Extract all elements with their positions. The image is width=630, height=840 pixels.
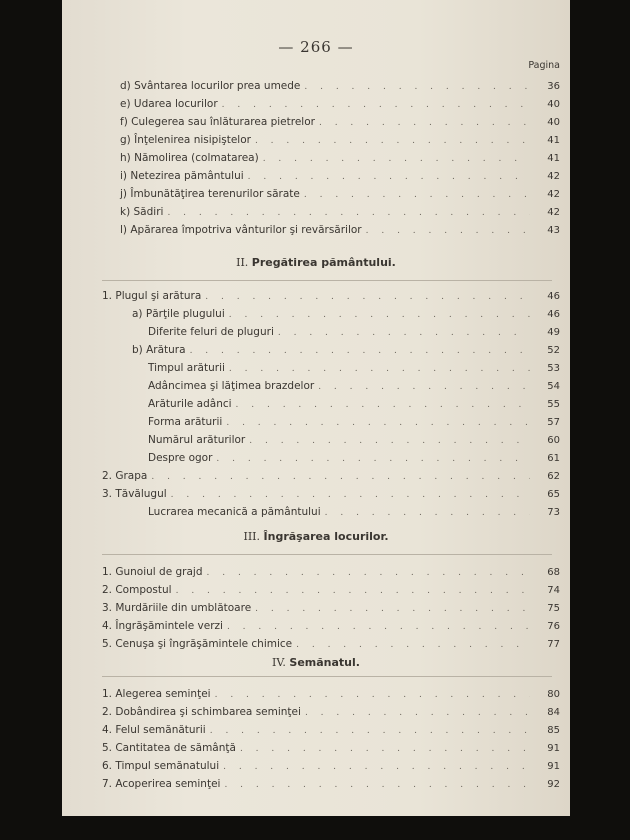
toc-entry-page: 65	[547, 489, 560, 500]
toc-entry-page: 60	[547, 435, 560, 446]
book-page	[62, 0, 570, 816]
toc-entry-label: k) Sădiri	[120, 206, 164, 218]
toc-entry-page: 68	[547, 567, 560, 578]
toc-entry[interactable]	[148, 326, 560, 342]
toc-entry[interactable]	[102, 638, 560, 654]
toc-entry-page: 46	[547, 291, 560, 302]
toc-entry[interactable]	[102, 760, 560, 776]
toc-entry[interactable]	[120, 98, 560, 114]
toc-entry-page: 40	[547, 99, 560, 110]
toc-entry-label: Despre ogor	[148, 452, 213, 464]
dot-leader	[229, 364, 530, 374]
toc-entry-page: 80	[547, 689, 560, 700]
toc-entry-label: Lucrarea mecanică a pământului	[148, 506, 321, 518]
toc-entry-label: 2. Dobândirea şi schimbarea seminţei	[102, 706, 301, 718]
dot-leader	[249, 436, 530, 446]
toc-entry-page: 36	[547, 81, 560, 92]
toc-entry[interactable]	[132, 308, 560, 324]
toc-entry-label: 2. Compostul	[102, 584, 172, 596]
toc-entry-page: 73	[547, 507, 560, 518]
dot-leader	[190, 346, 530, 356]
toc-entry[interactable]	[102, 584, 560, 600]
toc-entry-page: 49	[547, 327, 560, 338]
toc-entry[interactable]	[102, 620, 560, 636]
toc-entry[interactable]	[102, 706, 560, 722]
toc-entry[interactable]	[102, 724, 560, 740]
dot-leader	[215, 690, 530, 700]
toc-entry-label: Forma arăturii	[148, 416, 223, 428]
dot-leader	[205, 292, 530, 302]
toc-entry[interactable]	[120, 224, 560, 240]
dot-leader	[210, 726, 530, 736]
toc-entry[interactable]	[148, 434, 560, 450]
toc-entry-label: 3. Murdăriile din umblătoare	[102, 602, 252, 614]
toc-entry-page: 75	[547, 603, 560, 614]
toc-entry-page: 55	[547, 399, 560, 410]
toc-entry-label: 4. Felul semănăturii	[102, 724, 206, 736]
toc-entry-page: 85	[547, 725, 560, 736]
toc-entry-label: 1. Plugul şi arătura	[102, 290, 202, 302]
toc-entry-page: 91	[547, 743, 560, 754]
section-title: Îngrăşarea locurilor.	[263, 530, 389, 543]
toc-entry-label: 7. Acoperirea seminţei	[102, 778, 221, 790]
toc-entry[interactable]	[148, 452, 560, 468]
toc-entry[interactable]	[148, 380, 560, 396]
toc-entry-page: 46	[547, 309, 560, 320]
dot-leader	[222, 100, 530, 110]
toc-entry[interactable]	[120, 170, 560, 186]
toc-entry-label: 6. Timpul semănatului	[102, 760, 220, 772]
dot-leader	[325, 508, 530, 518]
dot-leader	[224, 780, 530, 790]
toc-entry-page: 41	[547, 135, 560, 146]
dot-leader	[318, 382, 530, 392]
dot-leader	[171, 490, 530, 500]
toc-entry-page: 43	[547, 225, 560, 236]
dot-leader	[229, 310, 530, 320]
toc-entry-page: 84	[547, 707, 560, 718]
section-numeral: III.	[243, 530, 261, 543]
toc-entry-page: 53	[547, 363, 560, 374]
dot-leader	[304, 190, 530, 200]
toc-entry-page: 54	[547, 381, 560, 392]
toc-entry[interactable]	[132, 344, 560, 360]
dot-leader	[255, 136, 530, 146]
toc-entry-label: Adâncimea şi lăţimea brazdelor	[148, 380, 315, 392]
toc-entry[interactable]	[120, 116, 560, 132]
toc-entry-page: 57	[547, 417, 560, 428]
toc-entry-page: 77	[547, 639, 560, 650]
toc-entry-label: 5. Cenuşa şi îngrăşămintele chimice	[102, 638, 293, 650]
toc-entry[interactable]	[120, 152, 560, 168]
toc-entry-page: 42	[547, 189, 560, 200]
toc-entry[interactable]	[148, 362, 560, 378]
toc-entry-label: Numărul arăturilor	[148, 434, 246, 446]
dot-leader	[236, 400, 530, 410]
toc-entry-page: 92	[547, 779, 560, 790]
toc-entry-label: b) Arătura	[132, 344, 186, 356]
toc-entry-label: 4. Îngrăşămintele verzi	[102, 620, 223, 632]
divider	[102, 280, 552, 281]
dot-leader	[255, 604, 530, 614]
toc-entry-page: 74	[547, 585, 560, 596]
dot-leader	[223, 762, 530, 772]
dot-leader	[319, 118, 530, 128]
dot-leader	[207, 568, 530, 578]
toc-entry[interactable]	[102, 688, 560, 704]
divider	[102, 676, 552, 677]
toc-entry[interactable]	[120, 134, 560, 150]
dot-leader	[240, 744, 530, 754]
dot-leader	[248, 172, 530, 182]
toc-entry-page: 41	[547, 153, 560, 164]
toc-entry-label: j) Îmbunătăţirea terenurilor sărate	[120, 188, 300, 200]
section-title: Pregătirea pământului.	[251, 256, 396, 269]
section-title: Semănatul.	[289, 656, 360, 669]
divider	[102, 554, 552, 555]
toc-entry-label: Diferite feluri de pluguri	[148, 326, 274, 338]
toc-entry-page: 52	[547, 345, 560, 356]
dot-leader	[227, 622, 530, 632]
toc-entry-label: l) Apărarea împotriva vânturilor şi revărsărilor	[120, 224, 362, 236]
section-heading	[62, 656, 570, 669]
section-heading	[62, 530, 570, 543]
toc-entry-page: 42	[547, 207, 560, 218]
toc-entry-label: 2. Grapa	[102, 470, 148, 482]
pagina-column-header: Pagina	[528, 60, 560, 71]
toc-entry[interactable]	[120, 188, 560, 204]
toc-entry-label: e) Udarea locurilor	[120, 98, 218, 110]
dot-leader	[167, 208, 530, 218]
toc-entry[interactable]	[102, 488, 560, 504]
toc-entry[interactable]	[102, 742, 560, 758]
toc-entry[interactable]	[102, 470, 560, 486]
toc-entry[interactable]	[148, 398, 560, 414]
toc-entry[interactable]	[148, 416, 560, 432]
dot-leader	[226, 418, 530, 428]
dot-leader	[305, 708, 530, 718]
toc-entry[interactable]	[102, 566, 560, 582]
dot-leader	[176, 586, 530, 596]
section-numeral: IV.	[272, 656, 286, 669]
toc-entry-label: 5. Cantitatea de sămânţă	[102, 742, 236, 754]
toc-entry-page: 61	[547, 453, 560, 464]
toc-entry-label: d) Svântarea locurilor prea umede	[120, 80, 301, 92]
toc-entry-page: 91	[547, 761, 560, 772]
section-numeral: II.	[236, 256, 249, 269]
dot-leader	[151, 472, 530, 482]
dot-leader	[216, 454, 530, 464]
toc-entry-label: Timpul arăturii	[148, 362, 225, 374]
toc-entry-label: f) Culegerea sau înlăturarea pietrelor	[120, 116, 315, 128]
page-number: — 266 —	[278, 38, 354, 56]
toc-entry-label: 1. Gunoiul de grajd	[102, 566, 203, 578]
dot-leader	[366, 226, 530, 236]
toc-entry-page: 40	[547, 117, 560, 128]
toc-entry-label: 1. Alegerea seminţei	[102, 688, 211, 700]
toc-entry-label: g) Înţelenirea nisipiştelor	[120, 134, 251, 146]
toc-entry[interactable]	[120, 80, 560, 96]
toc-entry-page: 42	[547, 171, 560, 182]
toc-entry-page: 62	[547, 471, 560, 482]
toc-entry[interactable]	[102, 290, 560, 306]
toc-entry[interactable]	[120, 206, 560, 222]
toc-entry-label: i) Netezirea pământului	[120, 170, 244, 182]
toc-entry-label: 3. Tăvălugul	[102, 488, 167, 500]
dot-leader	[304, 82, 530, 92]
toc-entry-label: Arăturile adânci	[148, 398, 232, 410]
toc-entry-label: a) Părţile plugului	[132, 308, 225, 320]
dot-leader	[296, 640, 530, 650]
toc-entry[interactable]	[102, 602, 560, 618]
dot-leader	[263, 154, 530, 164]
toc-entry-page: 76	[547, 621, 560, 632]
toc-entry[interactable]	[102, 778, 560, 794]
section-heading	[62, 256, 570, 269]
toc-entry-label: h) Nămolirea (colmatarea)	[120, 152, 259, 164]
dot-leader	[278, 328, 530, 338]
toc-entry[interactable]	[148, 506, 560, 522]
